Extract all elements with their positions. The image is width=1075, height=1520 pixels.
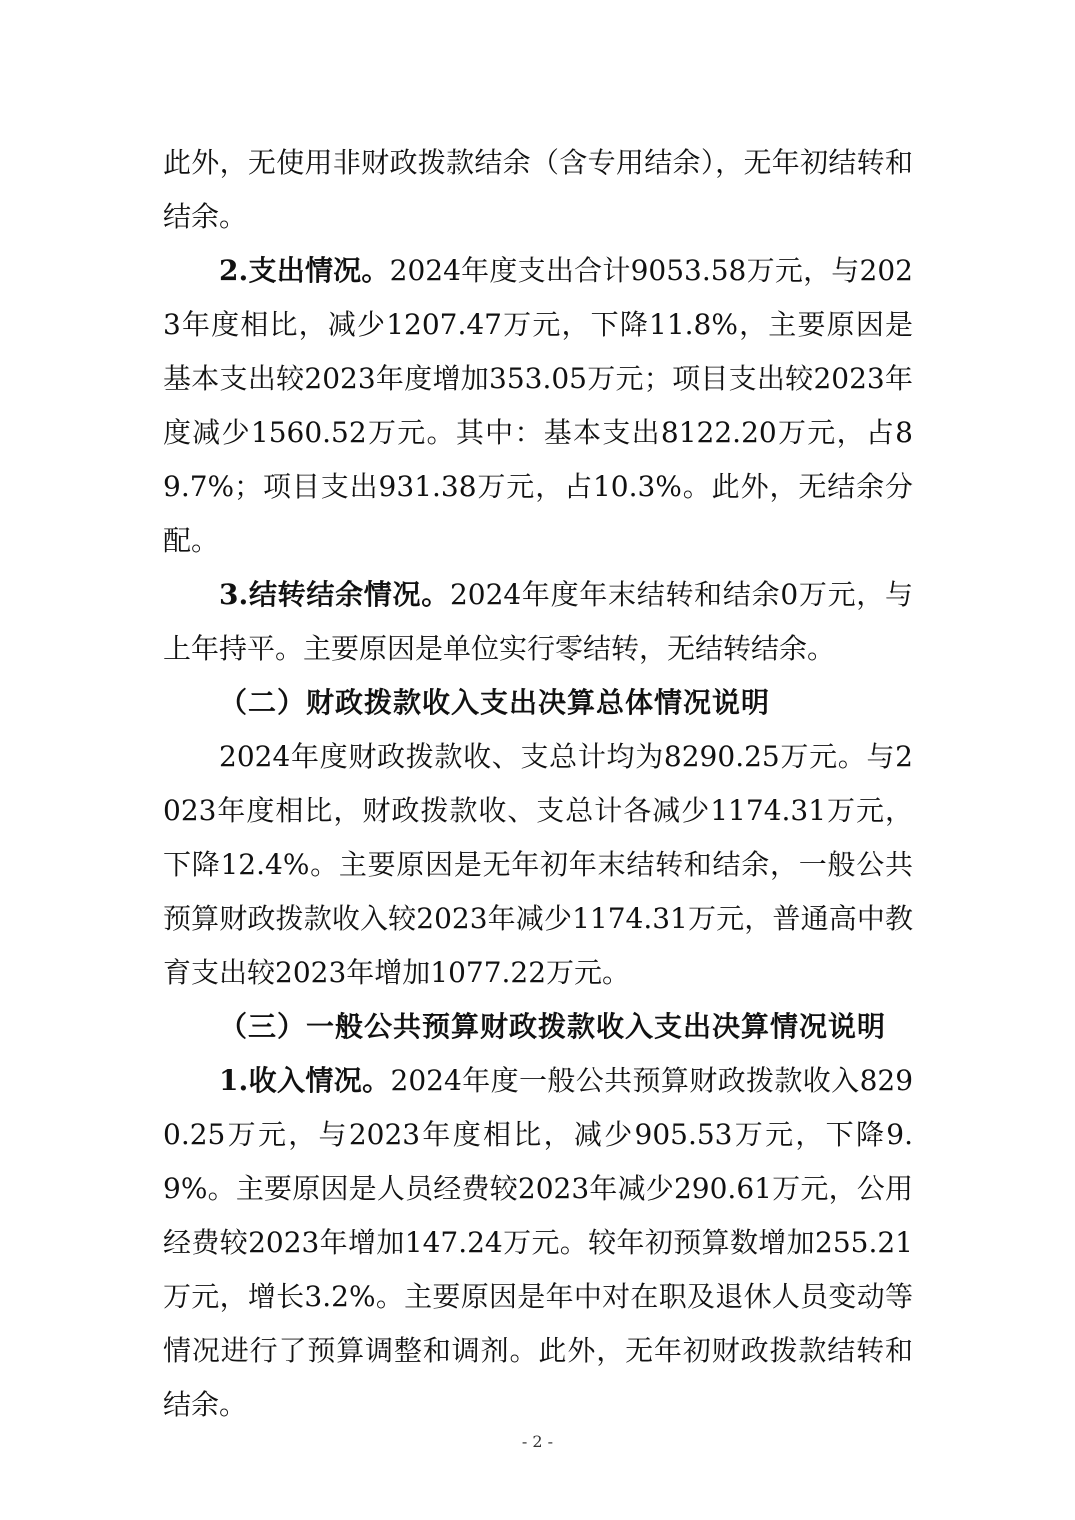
paragraph-text: 2024年度一般公共预算财政拨款收入8290.25万元，与2023年度相比，减少905.53万元，下降9.9%。主要原因是人员经费较2023年减少290.61万元，公用经费较2023年增加147.24万元。较年初预算数增加255.21万元，增长3.2%。主要原因是年中对在职及退休人员变动等情况进行了预算调整和调剂。此外，无年初财政拨款结转和结余。 (163, 1064, 914, 1421)
paragraph-fiscal-overview (163, 730, 913, 1000)
paragraph-income (163, 1054, 913, 1432)
section-heading-fiscal-overview: （二）财政拨款收入支出决算总体情况说明 (219, 686, 771, 719)
paragraph-expenditure (163, 244, 913, 568)
paragraph-carryover-balance (163, 568, 913, 676)
paragraph-text: 此外，无使用非财政拨款结余（含专用结余），无年初结转和结余。 (163, 146, 913, 233)
paragraph-text: 2024年度年末结转和结余0万元，与上年持平。主要原因是单位实行零结转，无结转结余。 (163, 578, 913, 665)
section-heading-general-budget: （三）一般公共预算财政拨款收入支出决算情况说明 (219, 1010, 887, 1043)
paragraph-lead: 1.收入情况。 (219, 1064, 391, 1097)
paragraph-lead: 2.支出情况。 (219, 254, 390, 287)
paragraph-lead: 3.结转结余情况。 (219, 578, 450, 611)
document-body (163, 136, 913, 1432)
page-number: - 2 - (521, 1432, 554, 1451)
paragraph-text: 2024年度财政拨款收、支总计均为8290.25万元。与2023年度相比，财政拨款收、支总计各减少1174.31万元，下降12.4%。主要原因是无年初年末结转和结余，一般公共预算财政拨款收入较2023年减少1174.31万元，普通高中教育支出较2023年增加1077.22万元。 (163, 740, 913, 989)
paragraph-non-fiscal-balance (163, 136, 913, 244)
paragraph-text: 2024年度支出合计9053.58万元，与2023年度相比，减少1207.47万元，下降11.8%，主要原因是基本支出较2023年度增加353.05万元；项目支出较2023年度减少1560.52万元。其中：基本支出8122.20万元，占89.7%；项目支出931.38万元，占10.3%。此外，无结余分配。 (163, 254, 913, 557)
